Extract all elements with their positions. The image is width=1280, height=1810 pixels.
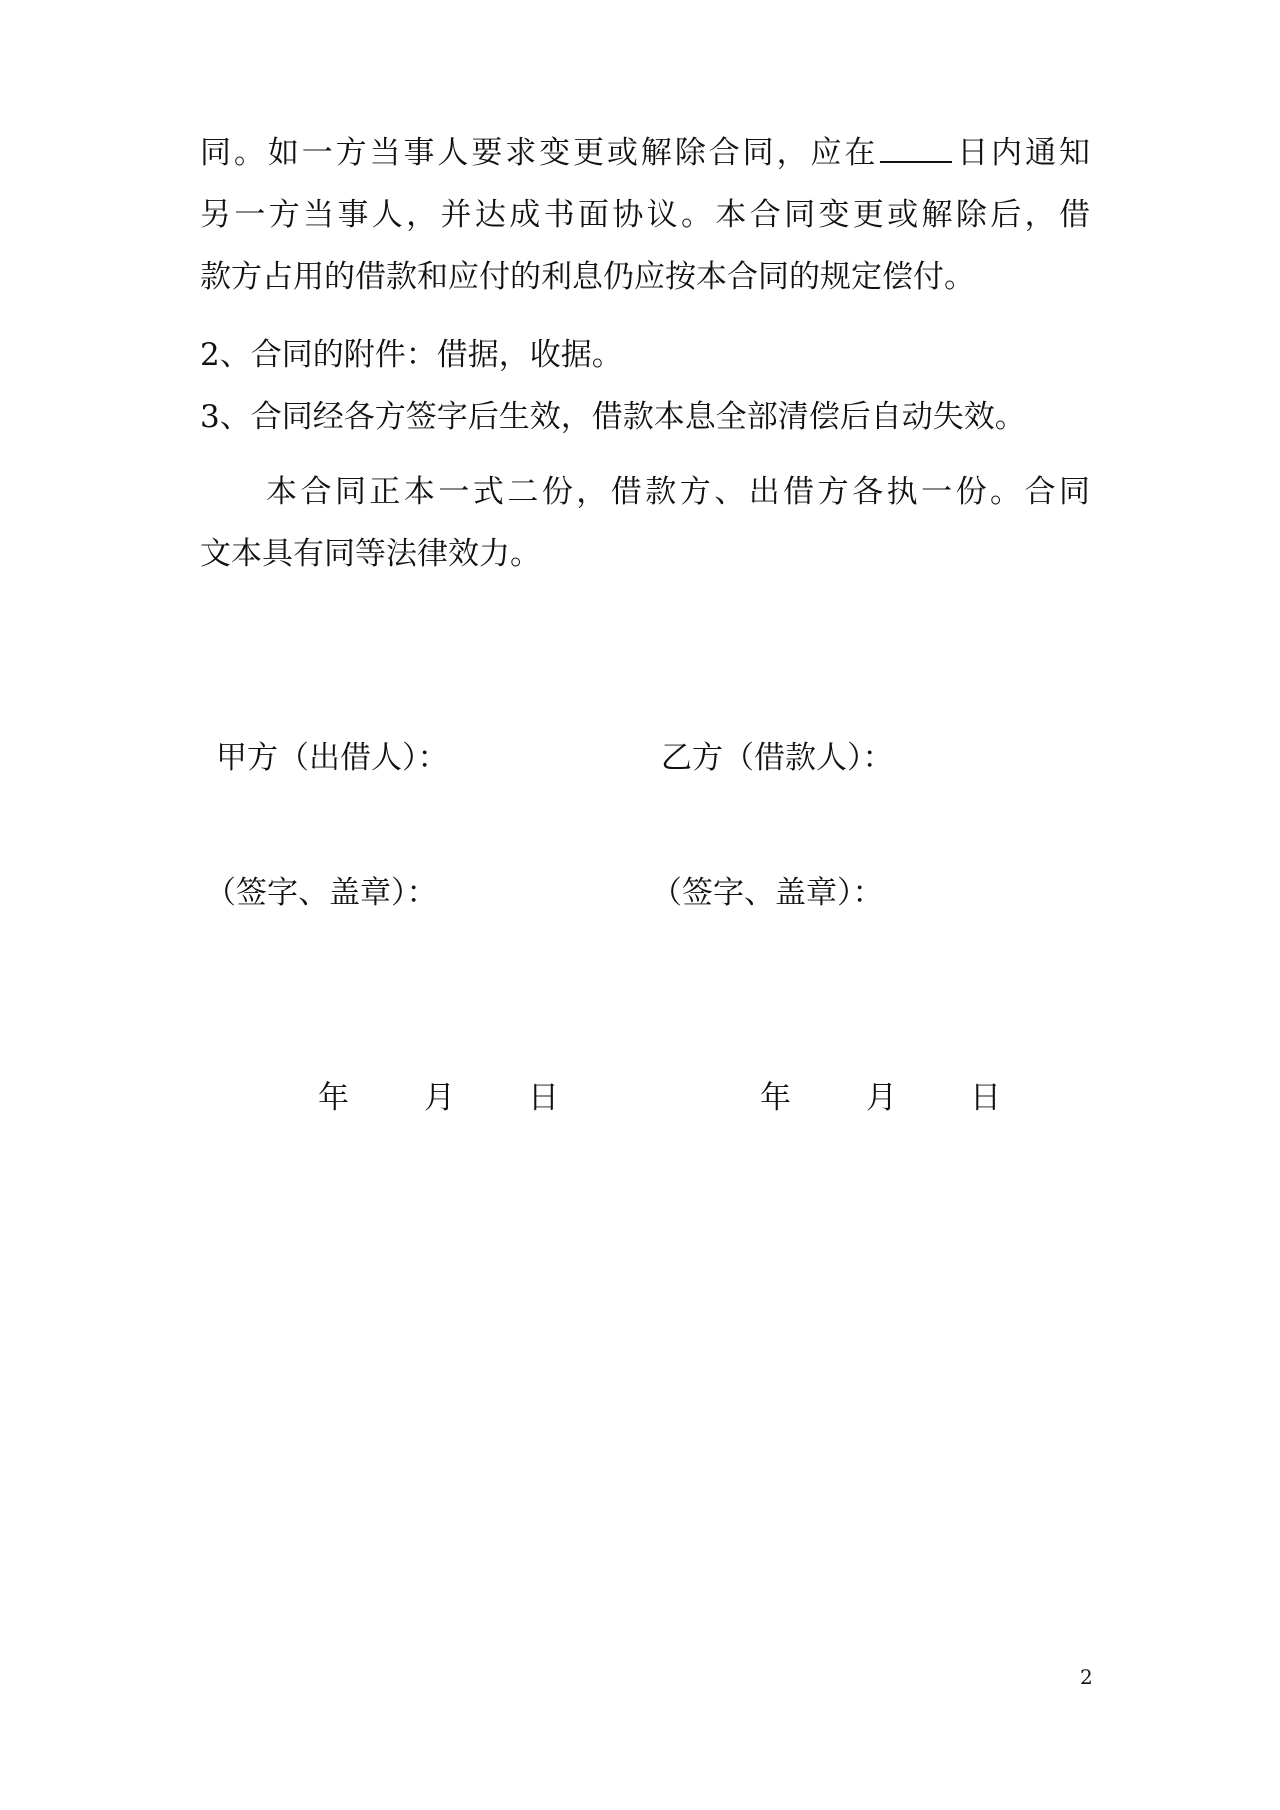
paragraph-line: 款方占用的借款和应付的利息仍应按本合同的规定偿付。 — [200, 259, 975, 295]
year-label: 年 — [318, 1080, 349, 1116]
days-blank — [880, 137, 952, 163]
party-a-label: 甲方（出借人）： — [216, 740, 449, 776]
clause-2: 2、合同的附件：借据，收据。 — [200, 337, 623, 373]
copies-paragraph — [200, 461, 1090, 585]
party-a-signature-label: （签字、盖章）： — [205, 875, 438, 911]
party-a-date — [318, 1078, 559, 1118]
change-termination-paragraph — [200, 122, 1090, 308]
page-number: 2 — [1080, 1665, 1093, 1689]
year-label: 年 — [760, 1080, 791, 1116]
day-label: 日 — [528, 1080, 559, 1116]
party-b-date — [760, 1078, 1001, 1118]
paragraph-line: 同。如一方当事人要求变更或解除合同，应在 日内通知 — [200, 135, 1091, 171]
paragraph-line: 本合同正本一式二份，借款方、出借方各执一份。合同 — [266, 474, 1090, 510]
clause-3: 3、合同经各方签字后生效，借款本息全部清偿后自动失效。 — [200, 399, 1026, 435]
month-label: 月 — [866, 1080, 897, 1116]
paragraph-line: 另一方当事人，并达成书面协议。本合同变更或解除后，借 — [200, 197, 1090, 233]
paragraph-line: 文本具有同等法律效力。 — [200, 536, 541, 572]
day-label: 日 — [970, 1080, 1001, 1116]
month-label: 月 — [424, 1080, 455, 1116]
party-b-label: 乙方（借款人）： — [661, 740, 894, 776]
party-b-signature-label: （签字、盖章）： — [651, 875, 884, 911]
